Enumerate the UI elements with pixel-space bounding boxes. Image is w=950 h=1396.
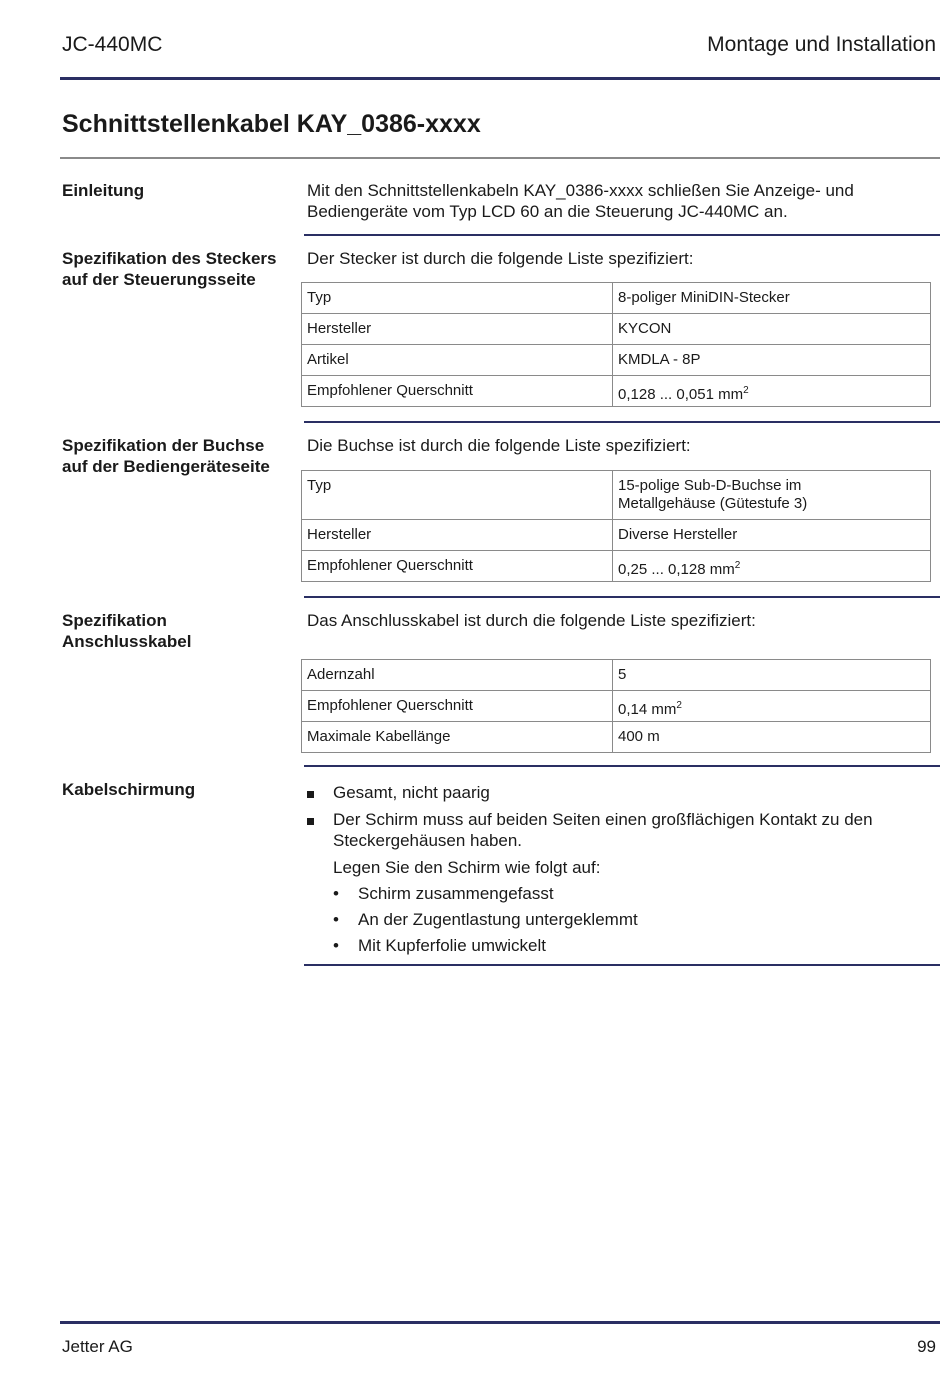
footer-rule xyxy=(60,1321,940,1324)
shield-list xyxy=(307,782,927,961)
table-cell-value xyxy=(613,376,931,407)
table-cell-key: Typ xyxy=(302,471,613,520)
table-cell-value: 5 xyxy=(613,660,931,691)
table-cell-key: Empfohlener Querschnitt xyxy=(302,551,613,582)
square-bullet-icon xyxy=(307,809,314,830)
table-row xyxy=(302,722,931,753)
list-item: • Schirm zusammengefasst xyxy=(333,884,554,903)
table-cell-key: Artikel xyxy=(302,345,613,376)
table-row xyxy=(302,376,931,407)
section-text-plug: Der Stecker ist durch die folgende Liste spezifiziert: xyxy=(307,249,694,268)
section-label-intro: Einleitung xyxy=(62,181,145,200)
superscript: 2 xyxy=(743,385,749,396)
section-label-socket: Spezifikation der Buchse auf der Bediengeräteseite xyxy=(62,436,270,476)
value-text: 0,128 ... 0,051 mm xyxy=(618,386,744,403)
section-rule xyxy=(304,964,940,966)
table-cell-value xyxy=(613,551,931,582)
superscript: 2 xyxy=(676,700,682,711)
superscript: 2 xyxy=(734,560,741,571)
list-item: Der Schirm muss auf beiden Seiten einen großflächigen Kontakt zu den Steckergehäusen haben. xyxy=(307,809,927,851)
section-rule xyxy=(304,765,940,767)
square-bullet-icon xyxy=(307,782,314,803)
table-row xyxy=(302,551,931,582)
table-cell-key: Empfohlener Querschnitt xyxy=(302,376,613,407)
section-text-intro: Mit den Schnittstellenkabeln KAY_0386-xxxx schließen Sie Anzeige- und Bediengeräte vom Typ LCD 60 an die Steuerung JC-440MC an. xyxy=(307,181,854,221)
dot-bullet-icon: • xyxy=(333,936,339,955)
table-cell-value: KMDLA - 8P xyxy=(613,345,931,376)
section-label-shield: Kabelschirmung xyxy=(62,780,196,799)
header-product: JC-440MC xyxy=(62,33,163,56)
table-cell-key: Hersteller xyxy=(302,520,613,551)
list-item: • Mit Kupferfolie umwickelt xyxy=(333,936,547,955)
table-row xyxy=(302,471,931,520)
header-chapter: Montage und Installation xyxy=(707,33,936,56)
value-text: 0,25 ... 0,128 mm xyxy=(618,561,735,578)
page-title: Schnittstellenkabel KAY_0386-xxxx xyxy=(62,110,481,138)
header-rule xyxy=(60,77,940,80)
table-row xyxy=(302,520,931,551)
spec-table-cable xyxy=(301,659,931,753)
section-label-plug: Spezifikation des Steckers auf der Steuerungsseite xyxy=(62,249,277,289)
table-cell-key: Empfohlener Querschnitt xyxy=(302,691,613,722)
table-row xyxy=(302,660,931,691)
list-lead-text: Legen Sie den Schirm wie folgt auf: xyxy=(333,858,601,877)
table-cell-key: Hersteller xyxy=(302,314,613,345)
table-cell-key: Maximale Kabellänge xyxy=(302,722,613,753)
table-cell-value: Diverse Hersteller xyxy=(613,520,931,551)
spec-table-plug xyxy=(301,282,931,407)
spec-table-socket xyxy=(301,470,931,582)
list-item: Gesamt, nicht paarig xyxy=(307,782,927,803)
section-text-socket: Die Buchse ist durch die folgende Liste spezifiziert: xyxy=(307,436,691,455)
table-cell-value xyxy=(613,691,931,722)
table-row xyxy=(302,345,931,376)
table-row xyxy=(302,283,931,314)
footer-company: Jetter AG xyxy=(62,1337,133,1356)
page-number: 99 xyxy=(917,1337,936,1356)
table-cell-key: Typ xyxy=(302,283,613,314)
title-rule xyxy=(60,157,940,159)
section-rule xyxy=(304,421,940,423)
section-text-cable: Das Anschlusskabel ist durch die folgende Liste spezifiziert: xyxy=(307,611,756,630)
dot-bullet-icon: • xyxy=(333,884,339,903)
table-row xyxy=(302,314,931,345)
table-cell-value: 15-polige Sub-D-Buchse im Metallgehäuse (Gütestufe 3) xyxy=(613,471,931,520)
list-item: • An der Zugentlastung untergeklemmt xyxy=(333,910,638,929)
section-label-cable: Spezifikation Anschlusskabel xyxy=(62,611,192,651)
dot-bullet-icon: • xyxy=(333,910,339,929)
table-cell-value: 400 m xyxy=(613,722,931,753)
table-cell-key: Adernzahl xyxy=(302,660,613,691)
table-row xyxy=(302,691,931,722)
value-text: 0,14 mm xyxy=(618,701,677,718)
section-rule xyxy=(304,234,940,236)
section-rule xyxy=(304,596,940,598)
table-cell-value: 8-poliger MiniDIN-Stecker xyxy=(613,283,931,314)
table-cell-value: KYCON xyxy=(613,314,931,345)
